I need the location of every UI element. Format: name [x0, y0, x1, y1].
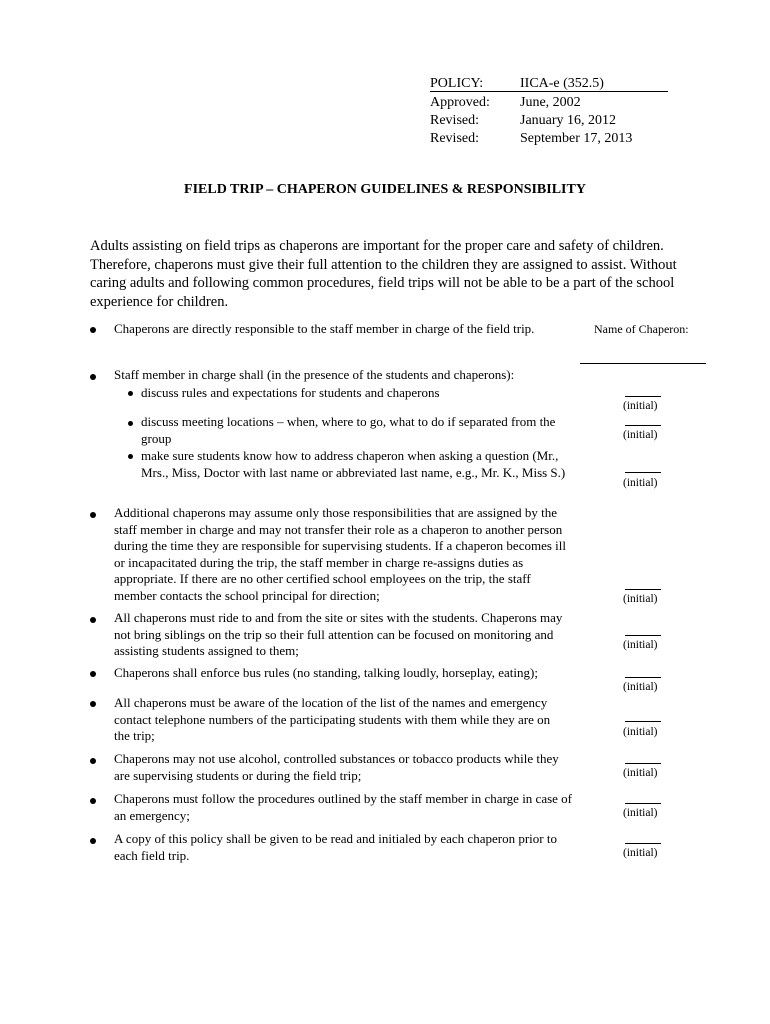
initial-field-line[interactable] [625, 425, 661, 426]
bullet-dot [90, 327, 96, 333]
guideline-item-3: Additional chaperons may assume only those responsibilities that are assigned by the staff member in charge and may not transfer their role as a chaperon to another person during the time they are responsible for supervising students. If a chaperon becomes ill or incapacitated during the trip, the staff member in charge re-assigns duties as appropriate. If there are no other certified school employees on the trip, the staff member contacts the school principal for direction; [114, 505, 566, 603]
initial-field-line[interactable] [625, 635, 661, 636]
policy-underline [430, 91, 668, 92]
initial-field-line[interactable] [625, 589, 661, 590]
policy-value: IICA-e (352.5) [520, 76, 604, 91]
initial-label: (initial) [623, 593, 658, 605]
revised1-label: Revised: [430, 113, 479, 128]
guideline-item-2: Staff member in charge shall (in the presence of the students and chaperons): [114, 367, 515, 382]
chaperon-name-field[interactable] [580, 363, 706, 364]
guideline-subitem-2: discuss meeting locations – when, where to go, what to do if separated from the group [141, 414, 556, 446]
initial-field-line[interactable] [625, 843, 661, 844]
initial-field-line[interactable] [625, 472, 661, 473]
guideline-item-4: All chaperons must ride to and from the site or sites with the students. Chaperons may not bring siblings on the trip so their full attention can be focused on monitoring and assisting students assigned to them; [114, 610, 563, 658]
revised2-value: September 17, 2013 [520, 131, 633, 146]
document-title: FIELD TRIP – CHAPERON GUIDELINES & RESPONSIBILITY [184, 182, 586, 197]
initial-field-line[interactable] [625, 803, 661, 804]
bullet-dot [90, 374, 96, 380]
guideline-item-5: Chaperons shall enforce bus rules (no standing, talking loudly, horseplay, eating); [114, 665, 538, 680]
initial-field-line[interactable] [625, 721, 661, 722]
guideline-item-7: Chaperons may not use alcohol, controlled substances or tobacco products while they are supervising students or during the field trip; [114, 751, 559, 783]
sub-bullet-dot [128, 421, 133, 426]
sub-bullet-dot [128, 391, 133, 396]
bullet-dot [90, 512, 96, 518]
guideline-item-8: Chaperons must follow the procedures outlined by the staff member in charge in case of an emergency; [114, 791, 573, 823]
guideline-item-9: A copy of this policy shall be given to be read and initialed by each chaperon prior to each field trip. [114, 831, 557, 863]
approved-label: Approved: [430, 95, 490, 110]
guideline-subitem-3: make sure students know how to address chaperon when asking a question (Mr., Mrs., Miss, Doctor with last name or abbreviated last name, e.g., Mr. K., Miss S.) [141, 448, 566, 480]
guideline-subitem-1: discuss rules and expectations for students and chaperons [141, 385, 440, 400]
bullet-dot [90, 798, 96, 804]
bullet-dot [90, 838, 96, 844]
revised1-value: January 16, 2012 [520, 113, 617, 128]
bullet-dot [90, 701, 96, 707]
initial-label: (initial) [623, 429, 658, 441]
guideline-item-6: All chaperons must be aware of the location of the list of the names and emergency contact telephone numbers of the participating students with them while they are on the trip; [114, 695, 551, 743]
approved-value: June, 2002 [520, 95, 581, 110]
guideline-item-1: Chaperons are directly responsible to the staff member in charge of the field trip. [114, 321, 535, 336]
initial-field-line[interactable] [625, 396, 661, 397]
initial-label: (initial) [623, 807, 658, 819]
bullet-dot [90, 758, 96, 764]
name-of-chaperon-label: Name of Chaperon: [594, 322, 689, 336]
initial-field-line[interactable] [625, 763, 661, 764]
initial-label: (initial) [623, 400, 658, 412]
revised2-label: Revised: [430, 131, 479, 146]
sub-bullet-dot [128, 454, 133, 459]
bullet-dot [90, 671, 96, 677]
initial-label: (initial) [623, 726, 658, 738]
initial-label: (initial) [623, 681, 658, 693]
intro-paragraph: Adults assisting on field trips as chaperons are important for the proper care and safety of children. Therefore, chaperons must give their full attention to the children they are assigned to assist. Without caring adults and following common procedures, field trips will not be able to be a part of the school experience for children. [90, 238, 677, 310]
initial-label: (initial) [623, 847, 658, 859]
initial-label: (initial) [623, 767, 658, 779]
bullet-dot [90, 617, 96, 623]
initial-label: (initial) [623, 477, 658, 489]
policy-label: POLICY: [430, 76, 484, 91]
initial-label: (initial) [623, 639, 658, 651]
initial-field-line[interactable] [625, 677, 661, 678]
